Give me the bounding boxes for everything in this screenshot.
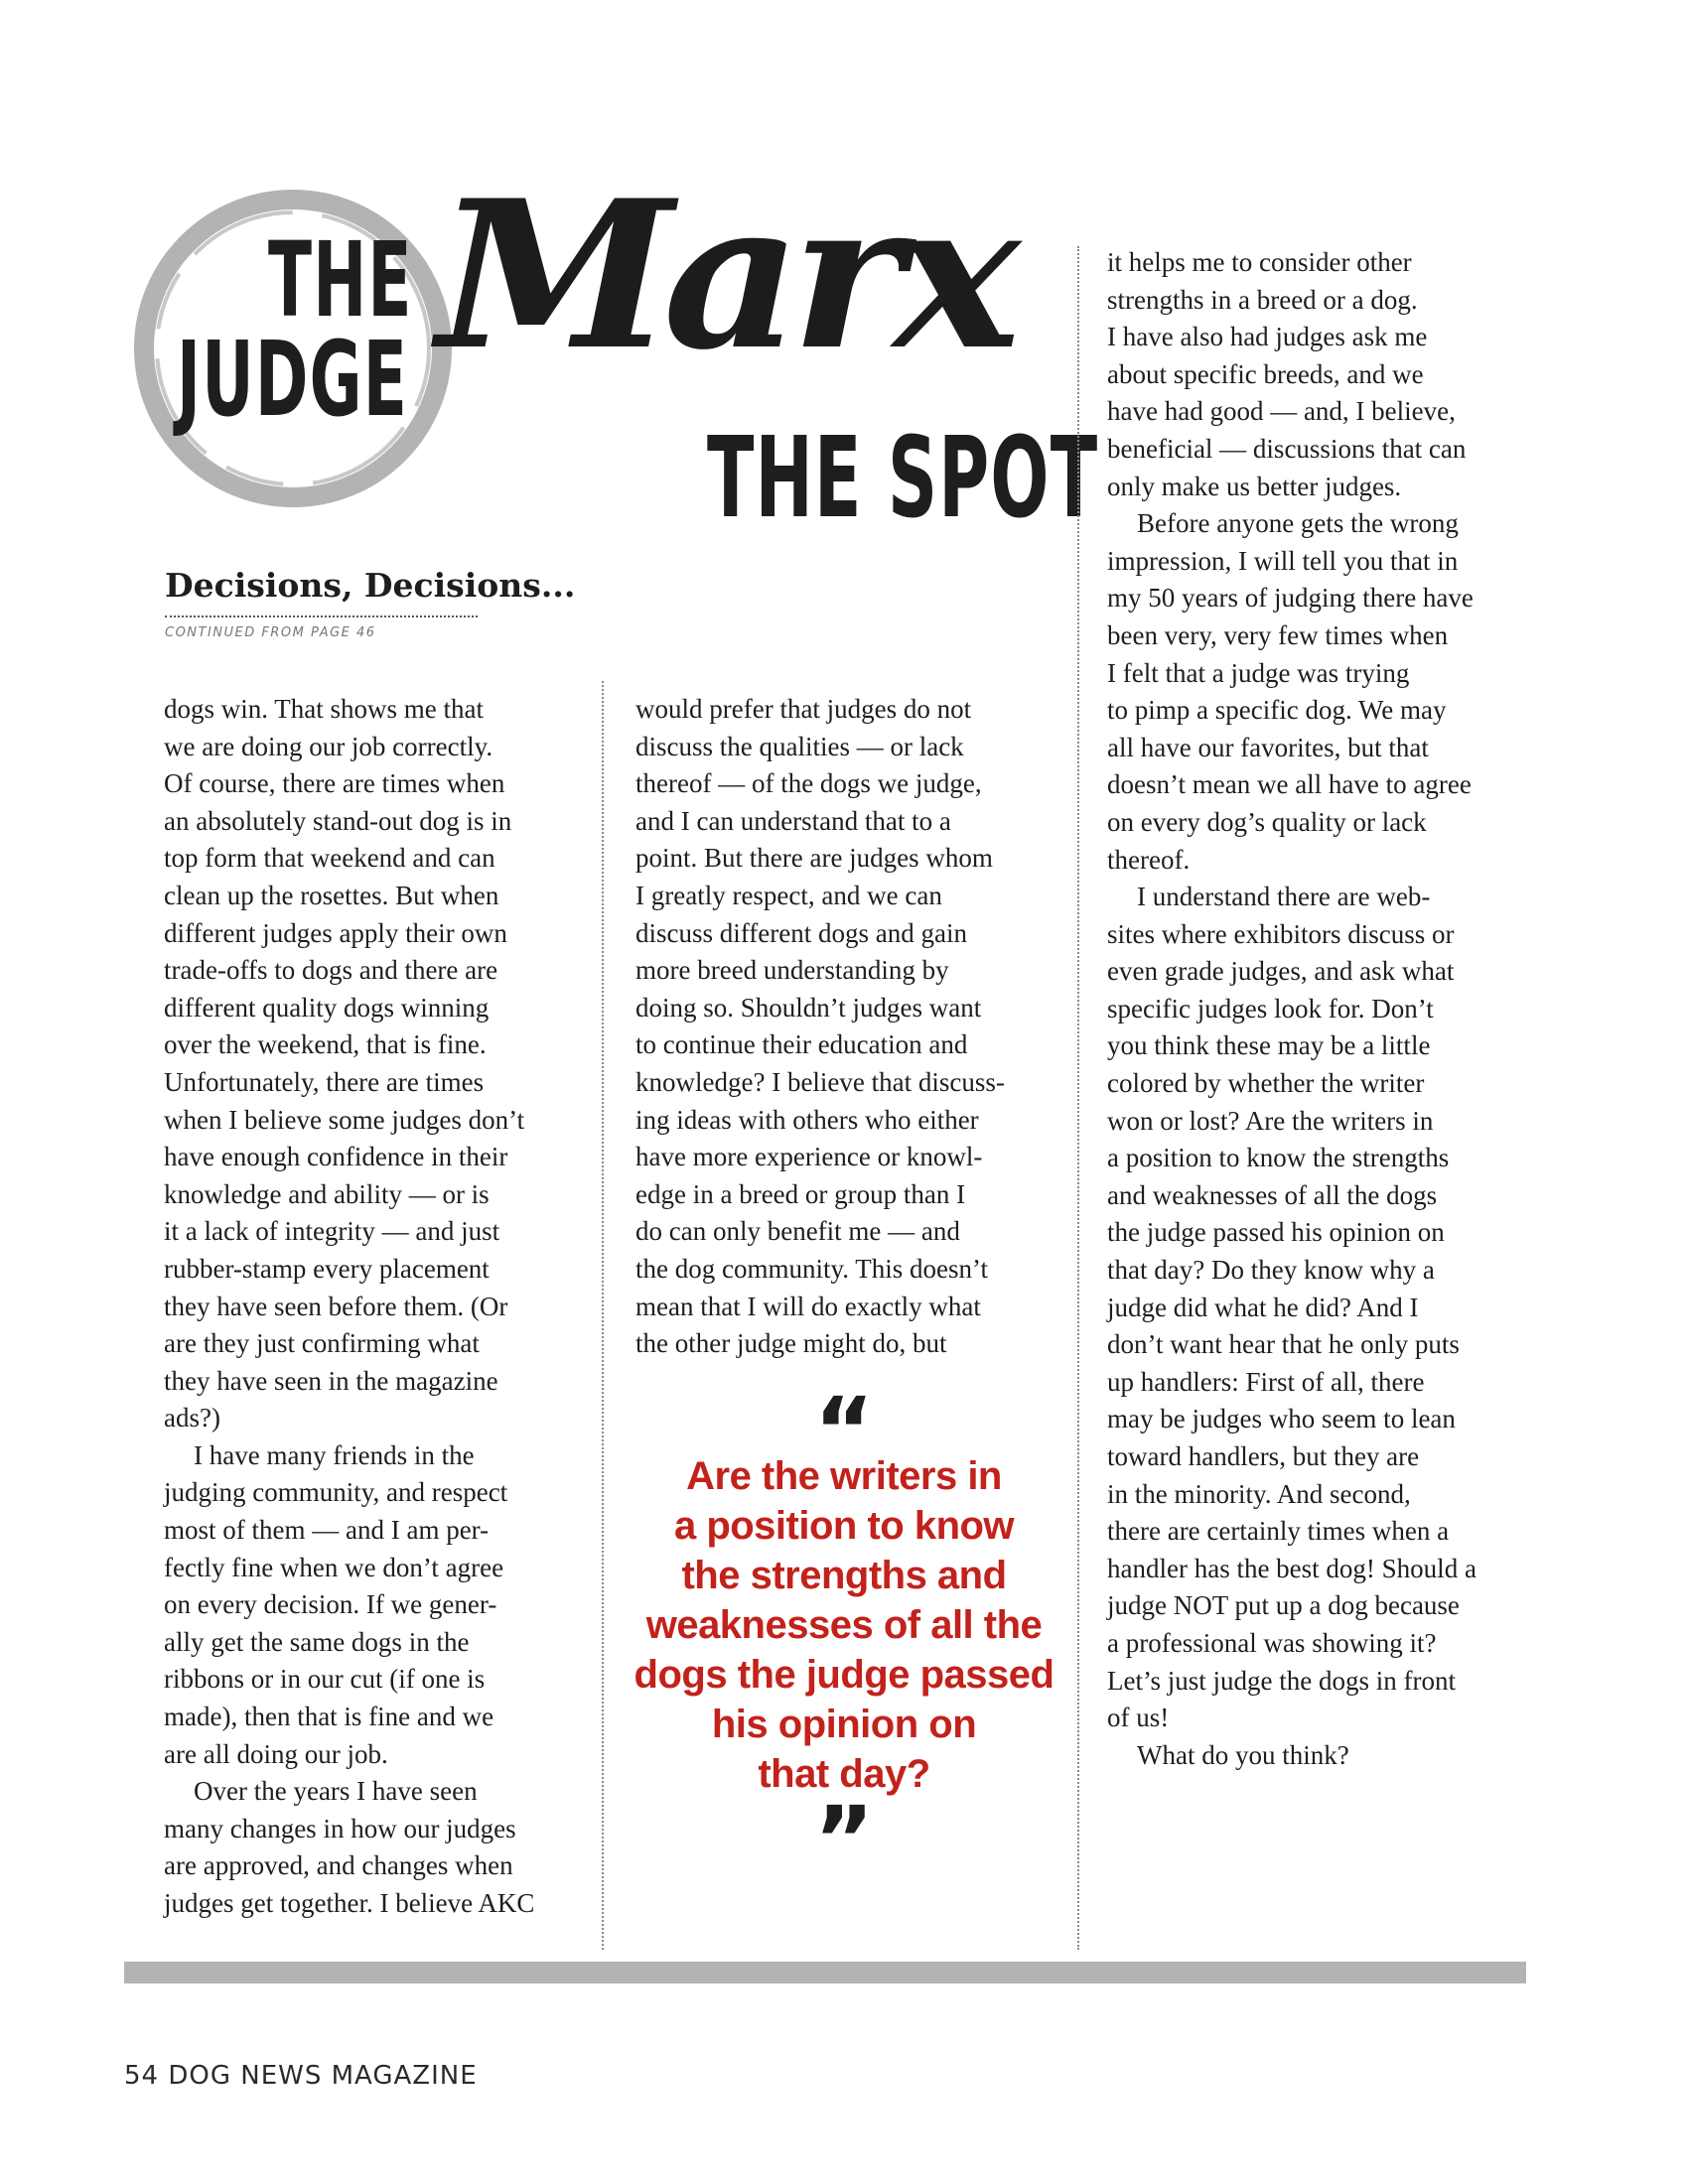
article-line: they have seen in the magazine [164, 1365, 498, 1396]
article-line: handler has the best dog! Should a [1107, 1553, 1477, 1583]
article-line: point. But there are judges whom [635, 843, 993, 874]
article-line: doesn’t mean we all have to agree [1107, 769, 1472, 800]
article-line: won or lost? Are the writers in [1107, 1105, 1434, 1136]
article-column-1 [164, 691, 534, 1923]
article-line: they have seen before them. (Or [164, 1291, 508, 1321]
article-line: rubber-stamp every placement [164, 1253, 490, 1284]
article-line: Before anyone gets the wrong [1137, 508, 1459, 539]
article-line: in the minority. And second, [1107, 1478, 1411, 1509]
continued-note: CONTINUED FROM PAGE 46 [165, 625, 376, 640]
pull-quote-line: weaknesses of all the [645, 1603, 1043, 1647]
article-line: there are certainly times when a [1107, 1516, 1450, 1547]
article-line: judges get together. I believe AKC [164, 1888, 535, 1918]
masthead-the-spot: THE SPOT [707, 414, 1099, 543]
article-line: about specific breeds, and we [1107, 358, 1424, 389]
pull-quote-line: Are the writers in [686, 1454, 1002, 1498]
article-line: I have many friends in the [194, 1439, 475, 1470]
article-line: dogs win. That shows me that [164, 694, 484, 724]
article-line: ribbons or in our cut (if one is [164, 1664, 486, 1695]
article-line: it a lack of integrity — and just [164, 1216, 500, 1247]
article-line: are all doing our job. [164, 1738, 388, 1769]
footer-bar [124, 1962, 1526, 1983]
article-line: beneficial — discussions that can [1107, 433, 1467, 464]
pull-quote [611, 1451, 1077, 1799]
article-line: discuss the qualities — or lack [635, 731, 964, 761]
article-line: on every decision. If we gener- [164, 1589, 497, 1620]
open-quote-icon: “ [813, 1378, 875, 1484]
pull-quote-line: a position to know [673, 1504, 1015, 1548]
article-line: thereof — of the dogs we judge, [635, 768, 982, 799]
article-line: ing ideas with others who either [635, 1104, 979, 1135]
article-line: all have our favorites, but that [1107, 732, 1429, 762]
article-line: over the weekend, that is fine. [164, 1029, 487, 1060]
article-line: knowledge and ability — or is [164, 1178, 490, 1209]
article-line: only make us better judges. [1107, 471, 1402, 501]
masthead-marx: Marx [437, 157, 1011, 395]
article-line: have had good — and, I believe, [1107, 396, 1456, 427]
article-line: have more experience or knowl- [635, 1142, 983, 1172]
article-line: judging community, and respect [164, 1477, 508, 1508]
article-line: fectly fine when we don’t agree [164, 1552, 504, 1582]
article-line: we are doing our job correctly. [164, 731, 493, 761]
article-line: I felt that a judge was trying [1107, 657, 1410, 688]
article-line: many changes in how our judges [164, 1813, 516, 1843]
article-line: that day? Do they know why a [1107, 1255, 1435, 1286]
article-line: trade-offs to dogs and there are [164, 955, 498, 986]
article-line: clean up the rosettes. But when [164, 880, 499, 910]
article-line: ally get the same dogs in the [164, 1626, 470, 1657]
article-line: a position to know the strengths [1107, 1143, 1450, 1173]
article-line: top form that weekend and can [164, 843, 495, 874]
article-line: colored by whether the writer [1107, 1068, 1425, 1099]
article-line: the judge passed his opinion on [1107, 1217, 1445, 1248]
article-line: Unfortunately, there are times [164, 1066, 485, 1097]
article-line: different judges apply their own [164, 917, 507, 948]
pull-quote-line: the strengths and [681, 1554, 1007, 1597]
article-line: Over the years I have seen [194, 1776, 478, 1807]
article-line: knowledge? I believe that discuss- [635, 1066, 1005, 1097]
article-line: I greatly respect, and we can [635, 880, 942, 910]
article-line: a professional was showing it? [1107, 1627, 1437, 1658]
article-line: the dog community. This doesn’t [635, 1253, 988, 1284]
article-line: may be judges who seem to lean [1107, 1404, 1456, 1434]
article-line: the other judge might do, but [635, 1328, 947, 1359]
article-line: are approved, and changes when [164, 1850, 513, 1881]
article-line: toward handlers, but they are [1107, 1441, 1420, 1471]
article-line: to pimp a specific dog. We may [1107, 695, 1447, 726]
article-column-3 [1107, 244, 1477, 1774]
article-line: I understand there are web- [1137, 882, 1431, 912]
article-line: and weaknesses of all the dogs [1107, 1179, 1438, 1210]
pull-quote-line: dogs the judge passed [633, 1653, 1055, 1697]
article-line: edge in a breed or group than I [635, 1178, 966, 1209]
article-line: up handlers: First of all, there [1107, 1366, 1425, 1397]
section-title-rule [165, 615, 478, 617]
pull-quote-line: his opinion on [711, 1703, 977, 1746]
article-line: an absolutely stand-out dog is in [164, 805, 512, 836]
article-line: different quality dogs winning [164, 992, 490, 1023]
article-line: of us! [1107, 1703, 1170, 1733]
page-footer: 54 DOG NEWS MAGAZINE [124, 2061, 478, 2091]
article-line: do can only benefit me — and [635, 1216, 960, 1247]
article-line: to continue their education and [635, 1029, 968, 1060]
article-line: specific judges look for. Don’t [1107, 993, 1434, 1024]
article-line: don’t want hear that he only puts [1107, 1329, 1460, 1360]
article-line: impression, I will tell you that in [1107, 545, 1459, 576]
article-line: I have also had judges ask me [1107, 322, 1428, 352]
masthead-judge: JUDGE [177, 319, 409, 440]
article-line: and I can understand that to a [635, 805, 951, 836]
article-line: my 50 years of judging there have [1107, 583, 1474, 614]
article-line: judge NOT put up a dog because [1107, 1590, 1460, 1621]
article-line: have enough confidence in their [164, 1142, 508, 1172]
article-line: What do you think? [1137, 1739, 1349, 1770]
article-line: it helps me to consider other [1107, 247, 1412, 277]
column-divider [602, 681, 604, 1950]
article-line: discuss different dogs and gain [635, 917, 967, 948]
article-line: thereof. [1107, 844, 1191, 875]
column-divider [1077, 246, 1079, 1950]
article-line: ads?) [164, 1403, 220, 1433]
article-line: sites where exhibitors discuss or [1107, 918, 1455, 949]
article-line: you think these may be a little [1107, 1030, 1431, 1061]
article-line: are they just confirming what [164, 1328, 480, 1359]
article-line: would prefer that judges do not [635, 694, 972, 724]
pull-quote-line: that day? [758, 1752, 930, 1796]
article-line: most of them — and I am per- [164, 1515, 490, 1546]
masthead-the: THE [268, 219, 413, 341]
article-line: strengths in a breed or a dog. [1107, 284, 1418, 315]
article-line: mean that I will do exactly what [635, 1291, 981, 1321]
article-line: doing so. Shouldn’t judges want [635, 992, 982, 1023]
article-line: when I believe some judges don’t [164, 1104, 525, 1135]
article-line: more breed understanding by [635, 955, 949, 986]
article-line: made), then that is fine and we [164, 1702, 494, 1732]
article-column-2 [635, 691, 1005, 1363]
article-line: even grade judges, and ask what [1107, 956, 1455, 987]
article-line: been very, very few times when [1107, 619, 1449, 650]
article-line: Let’s just judge the dogs in front [1107, 1665, 1456, 1696]
article-line: Of course, there are times when [164, 768, 505, 799]
article-line: judge did what he did? And I [1107, 1292, 1419, 1322]
close-quote-icon: ” [813, 1787, 875, 1893]
article-line: on every dog’s quality or lack [1107, 806, 1427, 837]
section-title: Decisions, Decisions... [165, 566, 576, 605]
